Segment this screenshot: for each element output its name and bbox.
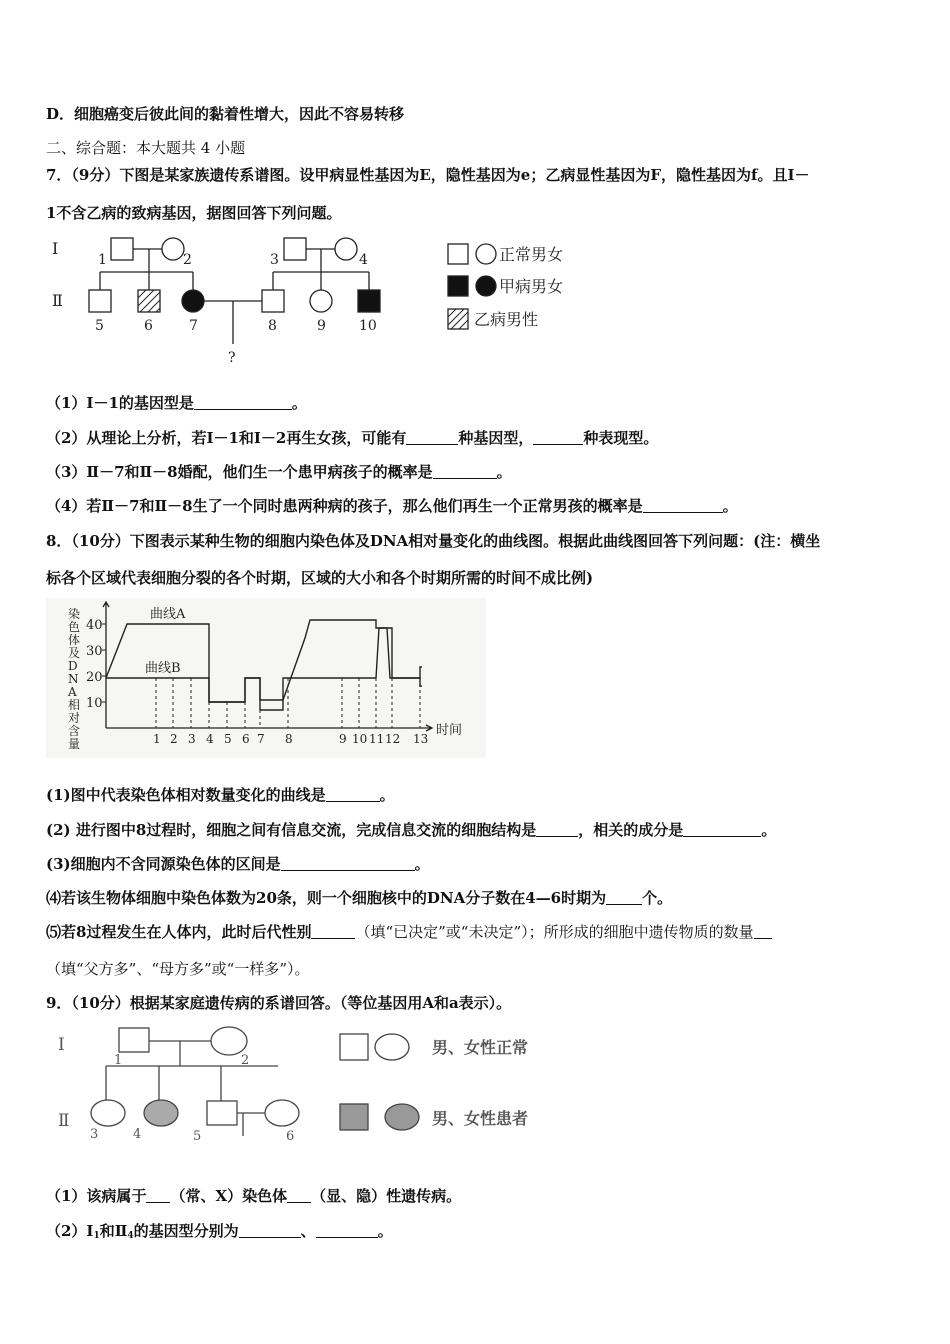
gen-label-I: Ⅰ (58, 1035, 65, 1055)
x-tick-label: 3 (188, 732, 196, 746)
q8-part2: (2) 进行图中8过程时，细胞之间有信息交流，完成信息交流的细胞结构是 ，相关的成分是 。 (46, 821, 777, 839)
label-6: 6 (144, 318, 153, 334)
label-3: 3 (90, 1127, 99, 1142)
x-axis-label: 时间 (436, 723, 463, 738)
gen-label-I: Ⅰ (52, 239, 59, 258)
answer-blank[interactable] (194, 395, 292, 410)
answer-blank[interactable] (643, 498, 723, 513)
answer-blank[interactable] (281, 856, 415, 871)
answer-blank[interactable] (239, 1223, 301, 1238)
legend-normal: 男、女性正常 (432, 1038, 529, 1057)
x-tick-label: 10 (352, 732, 368, 746)
legend-disease-b: 乙病男性 (474, 310, 539, 329)
answer-blank[interactable] (533, 430, 583, 445)
label-8: 8 (268, 318, 277, 334)
q9-part2: $(2)Ⅰ_1$和$Ⅱ_4$的基因型分别为 、 。 (46, 1222, 393, 1241)
x-tick-label: 11 (369, 732, 385, 746)
label-10: 10 (359, 318, 377, 334)
legend-affected: 男、女性患者 (432, 1109, 529, 1128)
pedigree-II6 (138, 290, 160, 312)
legend-disease-a: 甲病男女 (499, 277, 564, 296)
pedigree-II5 (89, 290, 111, 312)
answer-blank[interactable] (406, 430, 458, 445)
x-tick-label: 5 (224, 732, 232, 746)
q8-part5-cont: （填“父方多”、“母方多”或“一样多”）。 (46, 960, 310, 978)
answer-blank[interactable] (606, 890, 642, 905)
q8-part5: ⑸若8过程发生在人体内，此时后代性别 （填“已决定”或“未决定”）；所形成的细胞中遗传物质的数量 (46, 921, 772, 942)
pedigree9-II6 (265, 1100, 299, 1126)
y-tick-label: 10 (86, 696, 103, 711)
label-1: 1 (114, 1053, 123, 1068)
q9-pedigree (46, 1018, 606, 1150)
gen-label-II: Ⅱ (52, 291, 63, 310)
curve-b-label: 曲线B (145, 661, 181, 676)
q7-part1: （1）Ⅰ－1的基因型是 。 (46, 394, 307, 412)
x-tick-label: 7 (257, 732, 265, 746)
pedigree9-I2 (211, 1027, 247, 1055)
answer-blank[interactable] (146, 1188, 170, 1203)
q8-part1: (1)图中代表染色体相对数量变化的曲线是 。 (46, 786, 395, 804)
pedigree-I2 (162, 238, 184, 260)
answer-blank[interactable] (316, 1223, 378, 1238)
answer-blank[interactable] (683, 822, 761, 837)
pedigree9-I1 (119, 1028, 149, 1052)
q8-part4: ⑷若该生物体细胞中染色体数为20条，则一个细胞核中的DNA分子数在4—6时期为 个。 (46, 889, 673, 907)
x-tick-label: 12 (385, 732, 401, 746)
pedigree9-II3 (91, 1100, 125, 1126)
section-title: 二、综合题：本大题共 4 小题 (46, 139, 246, 157)
x-tick-label: 2 (170, 732, 178, 746)
answer-blank[interactable] (311, 924, 355, 939)
pedigree-II7 (182, 290, 204, 312)
x-tick-label: 13 (413, 732, 429, 746)
label-2: 2 (241, 1053, 250, 1068)
pedigree-II9 (310, 290, 332, 312)
label-5: 5 (95, 318, 104, 334)
x-tick-label: 9 (339, 732, 347, 746)
q8-stem-line2: 标各个区域代表细胞分裂的各个时期，区域的大小和各个时期所需的时间不成比例) (46, 569, 594, 587)
q8-stem-line1: 8．（10分）下图表示某种生物的细胞内染色体及DNA相对量变化的曲线图。根据此曲线图回答下列问题：(注：横坐 (46, 532, 821, 550)
answer-blank[interactable] (287, 1188, 311, 1203)
pedigree9-II5 (207, 1101, 237, 1125)
q7-part3: （3）Ⅱ－7和Ⅱ－8婚配，他们生一个患甲病孩子的概率是 。 (46, 463, 512, 481)
q7-part2: （2）从理论上分析，若Ⅰ－1和Ⅰ－2再生女孩，可能有 种基因型， 种表现型。 (46, 429, 659, 447)
y-axis-label: 染色体及 D N A 相对含量 (68, 607, 81, 751)
q9-part1: （1）该病属于 （常、X）染色体 （显、隐）性遗传病。 (46, 1187, 462, 1205)
q7-stem-line2: 1不含乙病的致病基因，据图回答下列问题。 (46, 204, 342, 222)
q8-part3: (3)细胞内不含同源染色体的区间是 。 (46, 855, 430, 873)
q7-stem-line1: 7．（9分）下图是某家族遗传系谱图。设甲病显性基因为E，隐性基因为e；乙病显性基因为F，隐性基因为f。且Ⅰ－ (46, 166, 810, 184)
pedigree-II8 (262, 290, 284, 312)
y-tick-label: 30 (86, 644, 103, 659)
label-7: 7 (189, 318, 198, 334)
label-4: 4 (133, 1127, 142, 1142)
answer-blank[interactable] (433, 464, 497, 479)
gen-label-II: Ⅱ (58, 1111, 70, 1131)
q9-stem: 9．（10分）根据某家庭遗传病的系谱回答。（等位基因用A和a表示）。 (46, 994, 512, 1012)
label-2: 2 (183, 252, 192, 268)
answer-blank[interactable] (754, 924, 772, 939)
x-tick-label: 6 (242, 732, 250, 746)
pedigree-I1 (111, 238, 133, 260)
option-d: D．细胞癌变后彼此间的黏着性增大，因此不容易转移 (46, 105, 405, 123)
q7-pedigree (46, 232, 606, 372)
pedigree-I4 (335, 238, 357, 260)
pedigree9-II4 (144, 1100, 178, 1126)
label-4: 4 (359, 252, 368, 268)
label-1: 1 (98, 252, 107, 268)
x-tick-label: 8 (285, 732, 293, 746)
y-tick-label: 40 (86, 618, 103, 633)
y-tick-label: 20 (86, 670, 103, 685)
label-9: 9 (317, 318, 326, 334)
x-tick-label: 1 (153, 732, 161, 746)
label-5: 5 (193, 1129, 202, 1144)
legend-normal: 正常男女 (499, 245, 564, 264)
q7-part4: （4）若Ⅱ－7和Ⅱ－8生了一个同时患两种病的孩子，那么他们再生一个正常男孩的概率是 。 (46, 497, 738, 515)
pedigree-I3 (284, 238, 306, 260)
x-tick-label: 4 (206, 732, 214, 746)
q8-chart (46, 598, 486, 758)
curve-a-label: 曲线A (150, 607, 186, 622)
label-3: 3 (270, 252, 279, 268)
label-child: ? (228, 350, 236, 366)
answer-blank[interactable] (326, 787, 380, 802)
pedigree-II10 (358, 290, 380, 312)
label-6: 6 (286, 1129, 295, 1144)
answer-blank[interactable] (536, 822, 578, 837)
